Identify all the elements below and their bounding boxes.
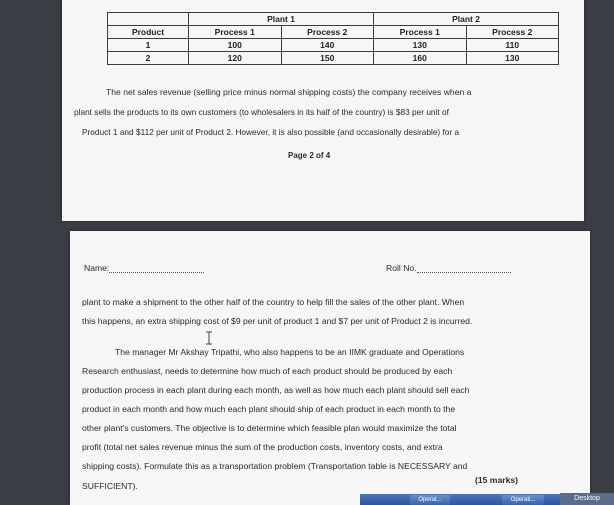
paragraph-line: profit (total net sales revenue minus the sum of the production costs, inventory costs, and extra — [82, 442, 443, 452]
page-number: Page 2 of 4 — [288, 151, 331, 160]
table-subheader-row — [108, 26, 559, 39]
process-header: Process 1 — [374, 26, 467, 39]
value-cell: 140 — [281, 39, 374, 52]
value-cell: 150 — [281, 52, 374, 65]
document-page-top — [62, 0, 584, 221]
paragraph-line: The manager Mr Akshay Tripathi, who also happens to be an IIMK graduate and Operations — [115, 347, 465, 357]
paragraph-line: Product 1 and $112 per unit of Product 2. However, it is also possible (and occasionally desirable) for a — [82, 127, 460, 137]
taskbar-item[interactable]: Operati... — [502, 495, 544, 505]
marks-label: (15 marks) — [475, 475, 518, 485]
production-cost-table — [107, 12, 559, 65]
paragraph-line: this happens, an extra shipping cost of $9 per unit of product 1 and $7 per unit of Product 2 is incurred. — [82, 316, 473, 326]
roll-number-blank-line — [417, 272, 511, 273]
roll-number-label: Roll No. — [386, 263, 417, 273]
name-field[interactable] — [84, 259, 204, 278]
paragraph-line: production process in each plant during each month, as well as how much each plant should sell each — [82, 385, 470, 395]
process-header: Process 2 — [466, 26, 559, 39]
table-header-row — [108, 13, 559, 26]
value-cell: 160 — [374, 52, 467, 65]
table-row — [108, 52, 559, 65]
value-cell: 130 — [374, 39, 467, 52]
document-page-bottom — [70, 231, 590, 505]
process-header: Process 2 — [281, 26, 374, 39]
name-label: Name: — [84, 263, 110, 273]
plant2-header: Plant 2 — [374, 13, 559, 26]
process-header: Process 1 — [189, 26, 282, 39]
name-blank-line — [109, 272, 204, 273]
table-row — [108, 39, 559, 52]
value-cell: 100 — [189, 39, 282, 52]
value-cell: 130 — [466, 52, 559, 65]
value-cell: 120 — [189, 52, 282, 65]
paragraph-line: plant to make a shipment to the other half of the country to help fill the sales of the other plant. When — [82, 297, 465, 307]
taskbar-item[interactable]: Operat... — [410, 495, 450, 505]
paragraph-line: Research enthusiast, needs to determine how much of each product should be produced by each — [82, 366, 453, 376]
desktop-button[interactable]: Desktop — [560, 493, 614, 505]
product-cell: 1 — [108, 39, 189, 52]
table-corner-cell — [108, 13, 189, 26]
paragraph-line: shipping costs). Formulate this as a transportation problem (Transportation table is NECESSARY and — [82, 461, 468, 471]
roll-number-field[interactable] — [386, 259, 511, 278]
paragraph-line: plant sells the products to its own customers (to wholesalers in its half of the country) is $83 per unit of — [74, 107, 449, 117]
product-cell: 2 — [108, 52, 189, 65]
paragraph-line: The net sales revenue (selling price minus normal shipping costs) the company receives when a — [106, 87, 472, 97]
product-header: Product — [108, 26, 189, 39]
paragraph-line: product in each month and how much each plant should ship of each product in each month to the — [82, 404, 456, 414]
paragraph-line: other plant's customers. The objective is to determine which feasible plan would maximize the total — [82, 423, 457, 433]
paragraph-line: SUFFICIENT). — [82, 481, 138, 491]
plant1-header: Plant 1 — [189, 13, 374, 26]
value-cell: 110 — [466, 39, 559, 52]
